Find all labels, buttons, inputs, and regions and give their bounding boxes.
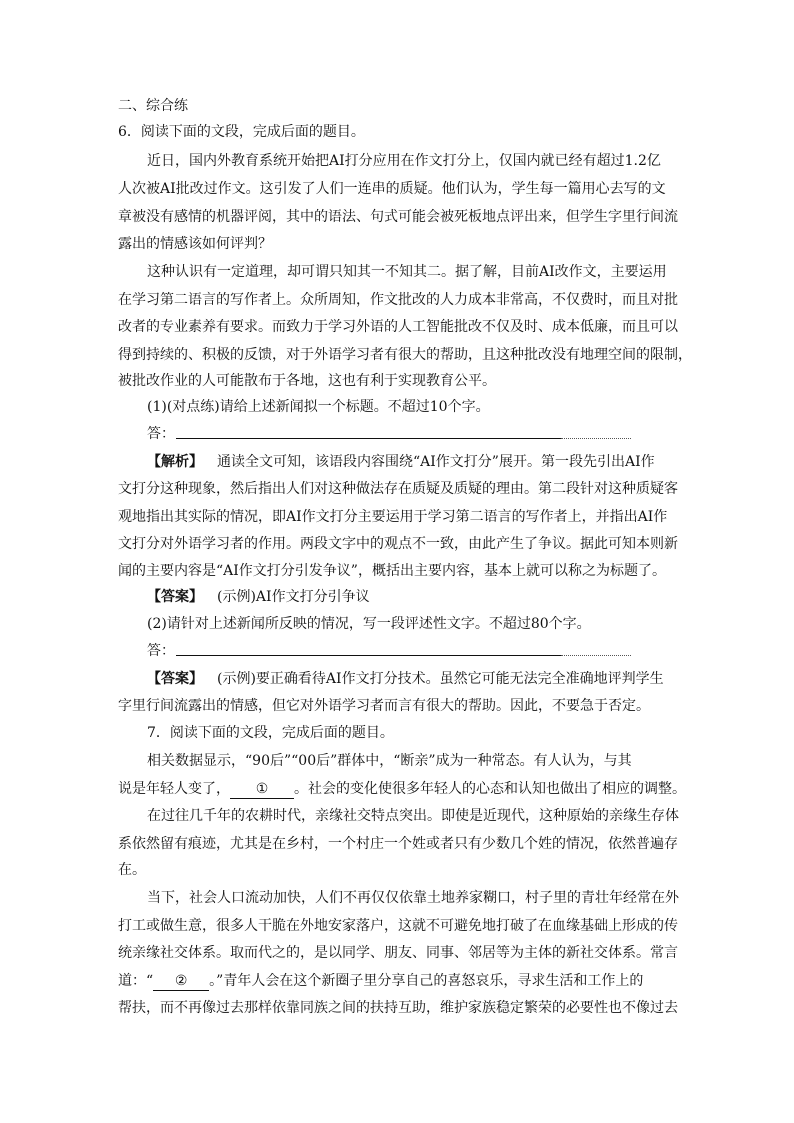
answer-underline: [176, 655, 561, 656]
text-segment: 。”青年人会在这个新圈子里分享自己的喜怒哀乐，寻求生活和工作上的: [209, 973, 644, 989]
q6-analysis-line: 文打分对外语学习者的作用。两段文字中的观点不一致，由此产生了争议。据此可知本则新: [118, 536, 678, 552]
q6-sub1-answer: [147, 587, 707, 607]
q7-passage-line: 统亲缘社交体系。取而代之的，是以同学、朋友、同事、邻居等为主体的新社交体系。常言: [118, 945, 678, 961]
q6-sub2-answer-line: 字里行间流露出的情感，但它对外语学习者而言有很大的帮助。因此，不要急于否定。: [118, 698, 650, 714]
q6-passage-line: 得到持续的、积极的反馈，对于外语学习者有很大的帮助，且这种批改没有地理空间的限制，: [118, 347, 692, 363]
answer-dotted-line: [561, 655, 631, 656]
answer-text: (示例)要正确看待AI作文打分技术。虽然它可能无法完全准确地评判学生: [217, 671, 664, 687]
q6-analysis-first-line: [147, 452, 707, 472]
q7-passage-line: 当下，社会人口流动加快，人们不再仅仅依靠土地养家糊口，村子里的青壮年经常在外: [147, 890, 679, 906]
q7-passage-line: 在。: [118, 862, 146, 878]
q7-passage-line: [118, 971, 678, 991]
q6-passage-line: 章被没有感情的机器评阅，其中的语法、句式可能会被死板地点评出来，但学生字里行间流: [118, 209, 678, 225]
q6-passage-line: 露出的情感该如何评判？: [118, 236, 272, 252]
answer-underline: [176, 438, 561, 439]
answer-text: (示例)AI作文打分引争议: [217, 589, 370, 605]
q6-passage-line: 这种认识有一定道理，却可谓只知其一不知其二。据了解，目前AI改作文，主要运用: [147, 264, 667, 280]
q6-sub1-answer-label: 答：: [147, 426, 175, 442]
q7-passage-line: 打工或做生意，很多人干脆在外地安家落户，这就不可避免地打破了在血缘基础上形成的传: [118, 918, 678, 934]
q6-sub2-answer: [147, 669, 707, 689]
answer-tag: 【答案】: [147, 589, 203, 605]
fill-blank-1: ①: [230, 780, 294, 799]
analysis-text: 通读全文可知，该语段内容围绕“AI作文打分”展开。第一段先引出AI作: [217, 454, 655, 470]
fill-blank-2: ②: [153, 972, 209, 991]
q7-passage-line: [118, 779, 686, 799]
q6-sub1-prompt: (1)(对点练)请给上述新闻拟一个标题。不超过10个字。: [147, 399, 490, 415]
q7-passage-line: 帮扶，而不再像过去那样依靠同族之间的扶持互助，维护家族稳定繁荣的必要性也不像过去: [118, 1000, 678, 1016]
q6-sub2-prompt: (2)请针对上述新闻所反映的情况，写一段评述性文字。不超过80个字。: [147, 616, 591, 632]
q6-analysis-line: 闻的主要内容是“AI作文打分引发争议”，概括出主要内容，基本上就可以称之为标题了。: [118, 563, 666, 579]
q6-analysis-line: 文打分这种现象，然后指出人们对这种做法存在质疑及质疑的理由。第二段针对这种质疑客: [118, 481, 678, 497]
analysis-label: 【解析】: [147, 454, 203, 470]
answer-dotted-line: [561, 438, 631, 439]
text-segment: 说是年轻人变了，: [118, 781, 230, 797]
text-segment: 。社会的变化使很多年轻人的心态和认知也做出了相应的调整。: [294, 781, 686, 797]
q7-passage-line: 相关数据显示，“90后”“00后”群体中，“断亲”成为一种常态。有人认为，与其: [147, 753, 632, 769]
q6-analysis-line: 观地指出其实际的情况，即AI作文打分主要运用于学习第二语言的写作者上，并指出AI作: [118, 509, 668, 525]
q6-sub2-answer-label: 答：: [147, 643, 175, 659]
q7-prompt: 7．阅读下面的文段，完成后面的题目。: [147, 725, 394, 741]
q6-passage-line: 在学习第二语言的写作者上。众所周知，作文批改的人力成本非常高，不仅费时，而且对批: [118, 292, 678, 308]
q6-prompt: 6．阅读下面的文段，完成后面的题目。: [118, 124, 365, 140]
text-segment: 道：“: [118, 973, 154, 989]
q7-passage-line: 系依然留有痕迹，尤其是在乡村，一个村庄一个姓或者只有少数几个姓的情况，依然普遍存: [118, 836, 678, 852]
section-heading: 二、综合练: [118, 98, 188, 114]
q6-passage-line: 改者的专业素养有要求。而致力于学习外语的人工智能批改不仅及时、成本低廉，而且可以: [118, 319, 678, 335]
q7-passage-line: 在过往几千年的农耕时代，亲缘社交特点突出。即使是近现代，这种原始的亲缘生存体: [147, 808, 679, 824]
q6-passage-line: 人次被AI批改过作文。这引发了人们一连串的质疑。他们认为，学生每一篇用心去写的文: [118, 181, 666, 197]
answer-tag: 【答案】: [147, 671, 203, 687]
q6-passage-line: 近日，国内外教育系统开始把AI打分应用在作文打分上，仅国内就已经有超过1.2亿: [147, 153, 661, 169]
q6-passage-line: 被批改作业的人可能散布于各地，这也有利于实现教育公平。: [118, 373, 496, 389]
